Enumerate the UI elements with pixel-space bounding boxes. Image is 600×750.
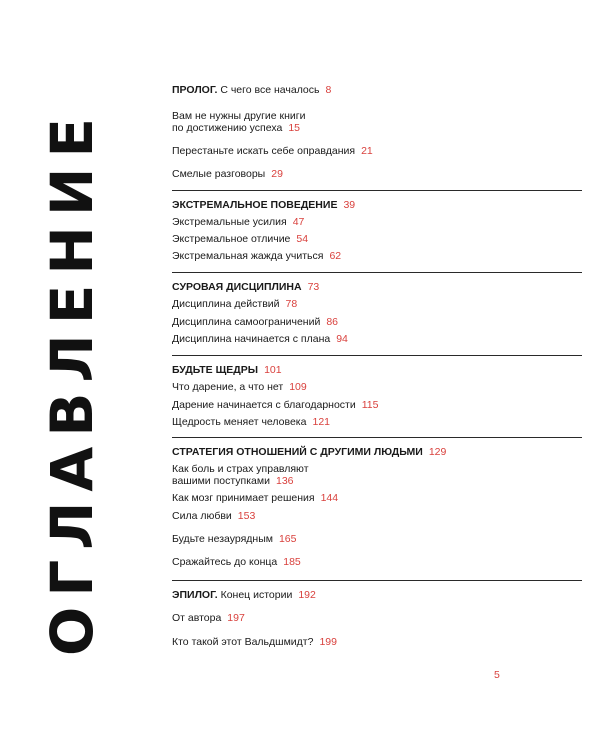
- section-heading: СУРОВАЯ ДИСЦИПЛИНА: [172, 281, 302, 293]
- page-ref: 8: [325, 84, 332, 96]
- entry-title: Экстремальные усилия: [172, 216, 287, 228]
- toc-entry-p3[interactable]: [172, 168, 283, 180]
- toc-section-2[interactable]: [172, 281, 319, 293]
- page-ref: 29: [271, 168, 283, 180]
- toc-entry-s1a[interactable]: [172, 216, 304, 228]
- entry-title: Как мозг принимает решения: [172, 492, 315, 504]
- toc-entry-who[interactable]: [172, 636, 337, 648]
- page-ref: 192: [298, 589, 316, 601]
- toc-entry-s5[interactable]: [172, 533, 297, 545]
- page-ref: 39: [343, 199, 356, 211]
- entry-title: Дарение начинается с благодарности: [172, 399, 356, 411]
- toc-entry-s4a-line2[interactable]: [172, 475, 294, 487]
- toc-section-4[interactable]: [172, 446, 446, 458]
- epilogue-title: Конец истории: [217, 589, 293, 601]
- page-ref: 86: [326, 316, 339, 328]
- toc-entry-author[interactable]: [172, 612, 245, 624]
- page-ref: 115: [361, 399, 379, 411]
- page-ref: 21: [361, 145, 373, 157]
- entry-title: Экстремальная жажда учиться: [172, 250, 324, 262]
- page-ref: 78: [285, 298, 298, 310]
- toc-entry-p1-line1[interactable]: Вам не нужны другие книги: [172, 110, 306, 122]
- entry-title: Смелые разговоры: [172, 168, 266, 180]
- toc-entry-epilogue[interactable]: [172, 589, 316, 601]
- toc-entry-s3b[interactable]: [172, 399, 378, 411]
- entry-title: Сражайтесь до конца: [172, 556, 278, 568]
- section-divider: [172, 437, 582, 438]
- entry-title: Будьте незаурядным: [172, 533, 273, 545]
- prologue-title: С чего все началось: [217, 84, 320, 96]
- toc-entry-s4a-line1[interactable]: Как боль и страх управляют: [172, 463, 309, 475]
- toc-entry-s2a[interactable]: [172, 298, 297, 310]
- section-divider: [172, 190, 582, 191]
- toc-entry-s2c[interactable]: [172, 333, 348, 345]
- page-ref: 144: [320, 492, 339, 504]
- toc-entry-s1b[interactable]: [172, 233, 308, 245]
- page-ref: 129: [428, 446, 447, 458]
- toc-entry-p2[interactable]: [172, 145, 373, 157]
- page-ref: 199: [319, 636, 337, 648]
- entry-title: Что дарение, а что нет: [172, 381, 284, 393]
- section-heading: СТРАТЕГИЯ ОТНОШЕНИЙ С ДРУГИМИ ЛЮДЬМИ: [172, 446, 423, 458]
- entry-title: Кто такой этот Вальдшмидт?: [172, 636, 314, 648]
- entry-title: Экстремальное отличие: [172, 233, 291, 245]
- toc-section-1[interactable]: [172, 199, 355, 211]
- section-heading: БУДЬТЕ ЩЕДРЫ: [172, 364, 259, 376]
- entry-title: Сила любви: [172, 510, 232, 522]
- page-ref: 153: [237, 510, 256, 522]
- page-ref: 121: [312, 416, 331, 428]
- toc-entry-prologue[interactable]: [172, 84, 331, 96]
- toc-entry-s4b[interactable]: [172, 492, 338, 504]
- entry-title: Дисциплина самоограничений: [172, 316, 321, 328]
- entry-title: Дисциплина действий: [172, 298, 280, 310]
- page-ref: 15: [288, 122, 300, 134]
- section-heading: ЭКСТРЕМАЛЬНОЕ ПОВЕДЕНИЕ: [172, 199, 338, 211]
- toc-side-title: ОГЛАВЛЕНИЕ: [38, 107, 106, 657]
- page-ref: 136: [275, 475, 294, 487]
- section-divider: [172, 355, 582, 356]
- entry-title: Перестаньте искать себе оправдания: [172, 145, 356, 157]
- page-ref: 73: [307, 281, 320, 293]
- toc-entry-s2b[interactable]: [172, 316, 338, 328]
- prologue-label: ПРОЛОГ.: [172, 84, 218, 96]
- entry-title: по достижению успеха: [172, 122, 283, 134]
- page-ref: 54: [296, 233, 309, 245]
- entry-title: вашими поступками: [172, 475, 270, 487]
- toc-entry-s4c[interactable]: [172, 510, 255, 522]
- page-ref: 165: [278, 533, 297, 545]
- page-ref: 109: [289, 381, 307, 393]
- section-divider: [172, 272, 582, 273]
- entry-title: Дисциплина начинается с плана: [172, 333, 331, 345]
- page-ref: 62: [329, 250, 342, 262]
- toc-entry-s1c[interactable]: [172, 250, 341, 262]
- section-divider: [172, 580, 582, 581]
- toc-entry-s3a[interactable]: [172, 381, 307, 393]
- toc-section-3[interactable]: [172, 364, 282, 376]
- entry-title: Щедрость меняет человека: [172, 416, 307, 428]
- page-ref: 185: [283, 556, 301, 568]
- page-ref: 197: [227, 612, 245, 624]
- epilogue-label: ЭПИЛОГ.: [172, 589, 218, 601]
- page-ref: 94: [336, 333, 348, 345]
- entry-title: От автора: [172, 612, 222, 624]
- page-ref: 47: [292, 216, 305, 228]
- page-number: 5: [494, 669, 500, 681]
- toc-entry-p1-line2[interactable]: [172, 122, 300, 134]
- page-ref: 101: [264, 364, 282, 376]
- toc-entry-s6[interactable]: [172, 556, 301, 568]
- toc-entry-s3c[interactable]: [172, 416, 330, 428]
